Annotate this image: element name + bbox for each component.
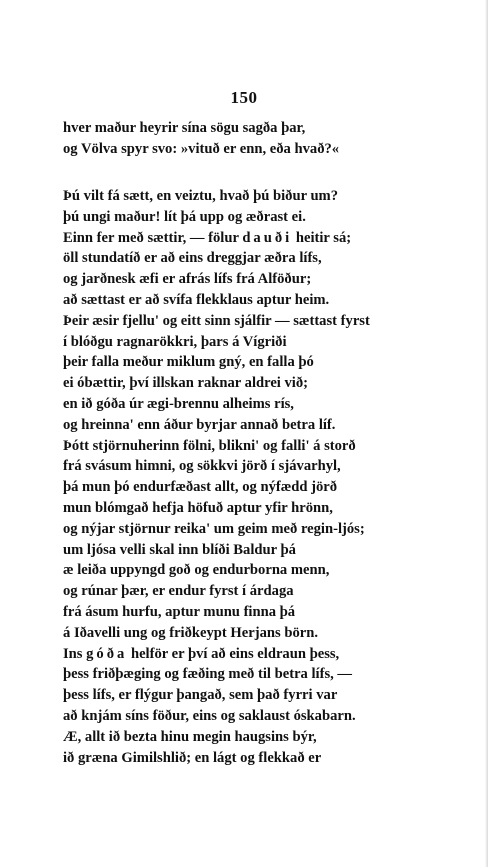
text-line: og nýjar stjörnur reika' um geim með regin-ljós; [63,520,365,537]
text-line: frá ásum hurfu, aptur munu finna þá [63,603,296,620]
text-line: að knjám síns föður, eins og saklaust óskabarn. [63,707,356,724]
text-line: og jarðnesk æfi er afrás lífs frá Alföður; [63,271,312,288]
text-segment: Ins [63,645,87,662]
text-line: Þú vilt fá sætt, en veiztu, hvað þú biður um? [63,188,339,204]
intro-verse [63,118,463,160]
page-number: 150 [230,88,258,107]
text-line: þá mun þó endurfæðast allt, og nýfædd jörð [63,479,338,496]
text-segment: Einn fer með sættir, — fölur [63,229,243,246]
text-line: og Völva spyr svo: »vituð er enn, eða hvað?« [63,140,340,157]
text-line: þess friðþæging og fæðing með til betra lífs, — [63,666,353,683]
text-line: en ið góða úr ægi-brennu alheims rís, [63,395,294,412]
text-segment: helför er því að eins eldraun þess, [127,645,340,662]
text-line: þeir falla meður miklum gný, en falla þó [63,354,314,371]
text-line: Þeir æsir fjellu' og eitt sinn sjálfir — sættast fyrst [63,312,370,329]
text-line: Þótt stjörnuherinn fölni, blikni' og falli' á storð [63,437,356,454]
emphasized-word: dauði [242,229,293,246]
text-segment: heitir sá; [292,229,352,246]
text-line: og hreinna' enn áður byrjar annað betra líf. [63,416,336,433]
text-line [63,644,468,665]
text-line: að sættast er að svífa flekklaus aptur heim. [63,291,330,308]
text-line: ei óbættir, því illskan raknar aldrei við; [63,375,309,392]
text-line: mun blómgað hefja höfuð aptur yfir hrönn, [63,499,333,516]
text-line: Æ, allt ið bezta hinu megin haugsins býr, [63,728,317,745]
text-line: um ljósa velli skal inn blíði Baldur þá [63,541,296,558]
text-line: á Iðavelli ung og friðkeypt Herjans börn. [63,624,318,641]
text-line: þú ungi maður! lít þá upp og æðrast ei. [63,208,306,225]
text-line: þess lífs, er flýgur þangað, sem það fyrri var [63,687,338,704]
text-line [63,228,468,249]
emphasized-word: góða [86,645,128,662]
text-line: og rúnar þær, er endur fyrst í árdaga [63,583,294,600]
text-line: í blóðgu ragnarökkri, þars á Vígriði [63,333,287,350]
text-line: æ leiða uppyngd goð og endurborna menn, [63,562,330,579]
poem-body [63,186,468,768]
text-line: frá svásum himni, og sökkvi jörð í sjávarhyl, [63,458,341,475]
text-line: ið græna Gimilshlið; en lágt og flekkað er [63,749,322,766]
text-line: öll stundatíð er að eins dreggjar æðra lífs, [63,250,322,267]
text-line: hver maður heyrir sína sögu sagða þar, [63,120,306,136]
